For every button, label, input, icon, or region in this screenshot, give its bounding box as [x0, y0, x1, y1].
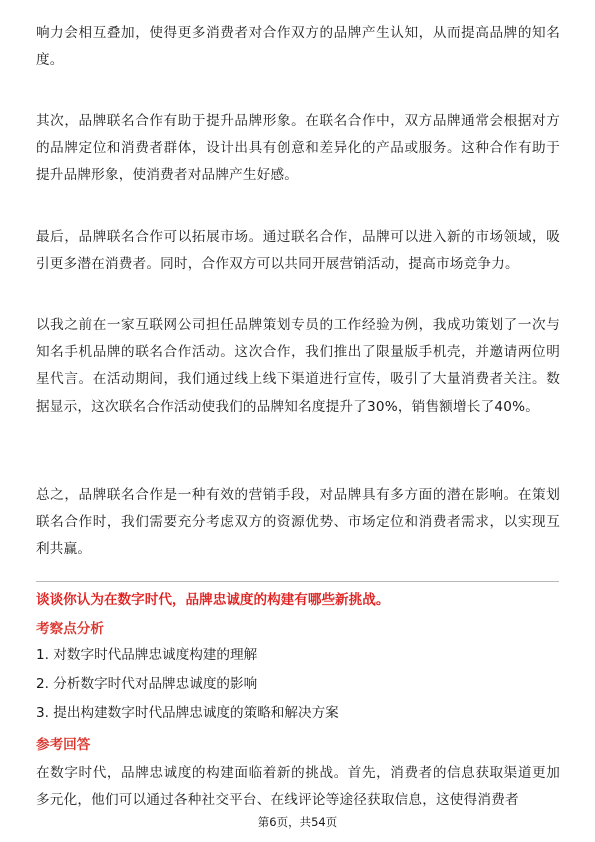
analysis-item: 2. 分析数字时代对品牌忠诚度的影响 [36, 676, 258, 692]
paragraph-experience-example: 以我之前在一家互联网公司担任品牌策划专员的工作经验为例，我成功策划了一次与知名手机品牌的联名合作活动。这次合作，我们推出了限量版手机壳，并邀请两位明星代言。在活动期间，我们通过线上线下渠道进行宣传，吸引了大量消费者关注。数据显示，这次联名合作活动使我们的品牌知名度提升了30%，销售额增长了40%。 [36, 317, 560, 415]
analysis-item: 3. 提出构建数字时代品牌忠诚度的策略和解决方案 [36, 705, 339, 721]
answer-text: 在数字时代，品牌忠诚度的构建面临着新的挑战。首先，消费者的信息获取渠道更加多元化，他们可以通过各种社交平台、在线评论等途径获取信息，这使得消费者 [36, 765, 560, 809]
analysis-item: 1. 对数字时代品牌忠诚度构建的理解 [36, 647, 258, 663]
page-number: 第6页，共54页 [257, 815, 338, 829]
paragraph-conclusion: 总之，品牌联名合作是一种有效的营销手段，对品牌具有多方面的潜在影响。在策划联名合作时，我们需要充分考虑双方的资源优势、市场定位和消费者需求，以实现互利共赢。 [36, 487, 560, 558]
paragraph-brand-image: 其次，品牌联名合作有助于提升品牌形象。在联名合作中，双方品牌通常会根据对方的品牌定位和消费者群体，设计出具有创意和差异化的产品或服务。这种合作有助于提升品牌形象，使消费者对品牌产生好感。 [36, 113, 560, 184]
section-divider [36, 581, 559, 582]
analysis-title: 考察点分析 [36, 621, 104, 637]
paragraph-brand-awareness: 响力会相互叠加，使得更多消费者对合作双方的品牌产生认知，从而提高品牌的知名度。 [36, 25, 560, 69]
question-heading: 谈谈你认为在数字时代，品牌忠诚度的构建有哪些新挑战。 [36, 592, 390, 608]
paragraph-market-expansion: 最后，品牌联名合作可以拓展市场。通过联名合作，品牌可以进入新的市场领域，吸引更多潜在消费者。同时，合作双方可以共同开展营销活动，提高市场竞争力。 [36, 229, 560, 273]
answer-title: 参考回答 [36, 737, 91, 753]
